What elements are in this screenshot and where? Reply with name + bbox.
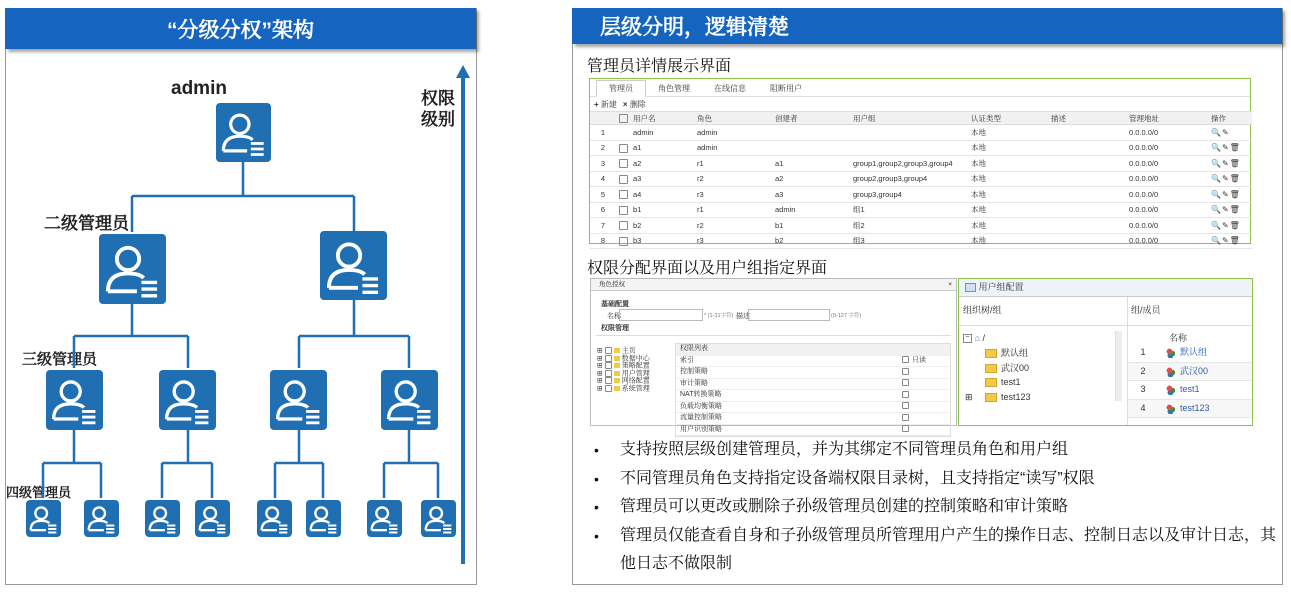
level2-admin-icon bbox=[99, 234, 166, 304]
level4-admin-icon bbox=[26, 500, 61, 537]
level4-admin-icon bbox=[367, 500, 402, 537]
cell-description bbox=[1048, 218, 1126, 234]
folder-icon bbox=[614, 356, 620, 361]
select-all-checkbox[interactable] bbox=[619, 114, 628, 123]
perm-name: 流量控制策略 bbox=[680, 414, 722, 421]
member-name-col: 名称 bbox=[1169, 333, 1188, 343]
cell-username: b3 bbox=[630, 233, 694, 249]
admin-table-header bbox=[590, 112, 1252, 125]
folder-icon bbox=[985, 378, 997, 387]
group-tree-header: 组织树/组 bbox=[963, 305, 1002, 315]
level3-admin-icon bbox=[46, 370, 103, 430]
user-group-titlebar bbox=[959, 279, 1252, 297]
tab-blocked-users[interactable]: 阻断用户 bbox=[770, 84, 802, 93]
details-title: 层级分明，逻辑清楚 bbox=[600, 16, 789, 39]
expand-icon[interactable]: ⊞ bbox=[965, 391, 973, 402]
role-auth-title: 角色授权 bbox=[599, 281, 625, 288]
perm-row[interactable] bbox=[676, 390, 950, 402]
row-number: 8 bbox=[590, 233, 616, 249]
col-actions: 操作 bbox=[1208, 112, 1252, 125]
cell-manage-address: 0.0.0.0/0 bbox=[1126, 140, 1208, 156]
expand-icon[interactable]: ⊞ bbox=[597, 347, 603, 355]
folder-icon bbox=[614, 378, 620, 383]
user-group-title: 用户组配置 bbox=[978, 282, 1024, 292]
col-auth-type: 认证类型 bbox=[968, 112, 1048, 125]
perm-name: NAT转换策略 bbox=[680, 391, 722, 398]
row-checkbox[interactable] bbox=[616, 156, 630, 172]
collapse-toggle[interactable]: − bbox=[963, 334, 972, 343]
readonly-checkbox[interactable] bbox=[902, 379, 909, 386]
member-index: 2 bbox=[1140, 365, 1146, 376]
cell-manage-address: 0.0.0.0/0 bbox=[1126, 171, 1208, 187]
cell-usergroup: 组2 bbox=[850, 218, 968, 234]
cell-usergroup: 组1 bbox=[850, 202, 968, 218]
level4-admin-icon bbox=[195, 500, 230, 537]
perm-tree bbox=[597, 347, 677, 392]
cell-description bbox=[1048, 156, 1126, 172]
cell-usergroup: group1,group2,group3,group4 bbox=[850, 156, 968, 172]
group-tree-item[interactable] bbox=[985, 361, 1123, 376]
admin-label: admin bbox=[171, 78, 227, 99]
desc-hint: (0-127 字符) bbox=[831, 313, 862, 319]
cell-role: r2 bbox=[694, 218, 772, 234]
table-row[interactable] bbox=[590, 202, 1252, 218]
member-name[interactable]: 武汉00 bbox=[1180, 365, 1209, 376]
admin-detail-ui bbox=[589, 78, 1251, 244]
cell-description bbox=[1048, 125, 1126, 141]
cell-username: admin bbox=[630, 125, 694, 141]
table-row[interactable] bbox=[590, 187, 1252, 203]
row-select-checkbox[interactable] bbox=[619, 144, 628, 153]
name-hint: * (1-31字符) bbox=[704, 313, 734, 319]
member-list bbox=[1128, 344, 1252, 418]
user-group-icon bbox=[1166, 404, 1176, 414]
admin-node-icon bbox=[216, 103, 271, 162]
perm-row[interactable] bbox=[676, 379, 950, 391]
feature-bullet: • 管理员仅能查看自身和子孙级管理员所管理用户产生的操作日志、控制日志以及审计日志，其他日志不做限制 bbox=[590, 522, 1280, 579]
member-name[interactable]: 默认组 bbox=[1180, 347, 1208, 357]
cell-username: a1 bbox=[630, 140, 694, 156]
expand-icon[interactable]: ⊞ bbox=[597, 384, 603, 392]
row-checkbox[interactable] bbox=[616, 187, 630, 203]
row-checkbox[interactable] bbox=[616, 125, 630, 141]
admin-tabs bbox=[590, 79, 1250, 97]
member-index: 4 bbox=[1140, 402, 1146, 413]
member-row[interactable] bbox=[1128, 381, 1252, 400]
cell-creator: a2 bbox=[772, 171, 850, 187]
user-group-icon bbox=[1166, 385, 1176, 395]
level2-admin-icon bbox=[320, 231, 387, 300]
home-icon: ⌂ bbox=[974, 333, 980, 343]
perm-tree-item[interactable] bbox=[597, 377, 677, 385]
cell-manage-address: 0.0.0.0/0 bbox=[1126, 187, 1208, 203]
tree-checkbox[interactable] bbox=[605, 355, 612, 362]
perm-name: 用户识别策略 bbox=[680, 425, 722, 433]
cell-actions[interactable]: 🔍✎🗑 bbox=[1208, 218, 1252, 234]
perm-tree-item[interactable] bbox=[597, 355, 677, 363]
expand-icon[interactable]: ⊞ bbox=[597, 377, 603, 385]
cell-usergroup: 组3 bbox=[850, 233, 968, 249]
perm-list-header: 权限列表 bbox=[680, 345, 708, 352]
level4-label: 四级管理员 bbox=[6, 485, 72, 500]
perm-tree-label: 数据中心 bbox=[621, 354, 650, 362]
row-select-checkbox[interactable] bbox=[619, 175, 628, 184]
table-row[interactable] bbox=[590, 171, 1252, 187]
readonly-checkbox[interactable] bbox=[902, 414, 909, 421]
cell-description bbox=[1048, 171, 1126, 187]
cell-auth-type: 本地 bbox=[968, 202, 1048, 218]
col-username: 用户名 bbox=[630, 112, 694, 125]
folder-icon bbox=[985, 393, 997, 402]
group-tree-item[interactable] bbox=[985, 375, 1123, 390]
level4-admin-icon bbox=[145, 500, 180, 537]
row-checkbox[interactable] bbox=[616, 202, 630, 218]
cell-manage-address: 0.0.0.0/0 bbox=[1126, 125, 1208, 141]
perm-tree-item[interactable] bbox=[597, 347, 677, 355]
row-number: 3 bbox=[590, 156, 616, 172]
perm-name: 负载均衡策略 bbox=[680, 402, 722, 410]
perm-row[interactable] bbox=[676, 413, 950, 425]
cell-creator bbox=[772, 125, 850, 141]
cell-usergroup bbox=[850, 125, 968, 141]
basic-config-label: 基础配置 bbox=[601, 301, 629, 308]
member-row[interactable] bbox=[1128, 400, 1252, 419]
group-tree-label: 武汉00 bbox=[1001, 362, 1030, 373]
perm-tree-item[interactable] bbox=[597, 362, 677, 370]
tree-scrollbar[interactable] bbox=[1115, 331, 1122, 401]
cell-creator: b1 bbox=[772, 218, 850, 234]
col-role: 角色 bbox=[694, 112, 772, 125]
tab-admin[interactable]: 管理员 bbox=[596, 80, 646, 97]
row-number: 5 bbox=[590, 187, 616, 203]
close-icon[interactable]: × bbox=[948, 281, 952, 288]
cell-creator: a3 bbox=[772, 187, 850, 203]
readonly-checkbox[interactable] bbox=[902, 356, 909, 363]
perm-row[interactable] bbox=[676, 425, 950, 437]
desc-input[interactable] bbox=[748, 309, 830, 321]
level4-admin-icon bbox=[421, 500, 456, 537]
cell-creator: b2 bbox=[772, 233, 850, 249]
folder-icon bbox=[614, 348, 620, 353]
cell-role: r1 bbox=[694, 156, 772, 172]
group-tree-label: test123 bbox=[1001, 391, 1031, 402]
perm-tree-label: 网络配置 bbox=[621, 377, 650, 385]
header-divider bbox=[959, 325, 1252, 326]
cell-auth-type: 本地 bbox=[968, 233, 1048, 249]
group-tree-item[interactable] bbox=[985, 346, 1123, 361]
row-select-checkbox[interactable] bbox=[619, 159, 628, 168]
tab-online-info[interactable]: 在线信息 bbox=[714, 84, 746, 93]
readonly-checkbox[interactable] bbox=[902, 368, 909, 375]
admin-table bbox=[590, 111, 1252, 249]
cell-actions[interactable]: 🔍✎🗑 bbox=[1208, 187, 1252, 203]
perm-row[interactable] bbox=[676, 367, 950, 379]
member-index: 3 bbox=[1140, 384, 1146, 394]
cell-auth-type: 本地 bbox=[968, 218, 1048, 234]
role-auth-titlebar bbox=[591, 279, 956, 291]
cell-username: b1 bbox=[630, 202, 694, 218]
row-select-checkbox[interactable] bbox=[619, 237, 628, 246]
cell-description bbox=[1048, 233, 1126, 249]
cell-role: admin bbox=[694, 125, 772, 141]
perm-row[interactable] bbox=[676, 402, 950, 414]
table-row[interactable] bbox=[590, 140, 1252, 156]
cell-description bbox=[1048, 202, 1126, 218]
arrow-label-line2: 级别 bbox=[421, 110, 455, 129]
level3-admin-icon bbox=[270, 370, 327, 430]
folder-icon bbox=[985, 364, 997, 373]
cell-role: r1 bbox=[694, 202, 772, 218]
perm-row[interactable] bbox=[676, 356, 950, 368]
tree-checkbox[interactable] bbox=[605, 377, 612, 384]
cell-creator bbox=[772, 140, 850, 156]
perm-tree-label: 主页 bbox=[621, 347, 636, 355]
cell-creator: a1 bbox=[772, 156, 850, 172]
user-group-ui bbox=[958, 278, 1253, 426]
perm-manage-label: 权限管理 bbox=[601, 325, 629, 332]
perm-name: 审计策略 bbox=[680, 379, 708, 387]
close-icon: × bbox=[622, 99, 628, 109]
cell-username: a4 bbox=[630, 187, 694, 203]
desc-label: 描述 bbox=[736, 313, 750, 320]
cell-role: admin bbox=[694, 140, 772, 156]
member-name[interactable]: test123 bbox=[1180, 402, 1210, 413]
cell-actions[interactable]: 🔍✎🗑 bbox=[1208, 140, 1252, 156]
perm-tree-item[interactable] bbox=[597, 370, 677, 378]
member-name[interactable]: test1 bbox=[1180, 384, 1200, 394]
col-creator: 创建者 bbox=[772, 112, 850, 125]
cell-usergroup: group3,group4 bbox=[850, 187, 968, 203]
cell-actions[interactable]: 🔍✎🗑 bbox=[1208, 156, 1252, 172]
col-usergroup: 用户组 bbox=[850, 112, 968, 125]
level3-label: 三级管理员 bbox=[22, 351, 98, 368]
add-button[interactable]: + 新建 bbox=[594, 99, 617, 109]
cell-auth-type: 本地 bbox=[968, 156, 1048, 172]
row-select-checkbox[interactable] bbox=[619, 206, 628, 215]
group-members-header: 组/成员 bbox=[1131, 305, 1161, 315]
row-number: 1 bbox=[590, 125, 616, 141]
table-row[interactable] bbox=[590, 125, 1252, 141]
col-manage-address: 管理地址 bbox=[1126, 112, 1208, 125]
table-row[interactable] bbox=[590, 156, 1252, 172]
row-number: 2 bbox=[590, 140, 616, 156]
folder-icon bbox=[614, 363, 620, 368]
row-checkbox[interactable] bbox=[616, 218, 630, 234]
tab-role-management[interactable]: 角色管理 bbox=[658, 84, 690, 93]
cell-manage-address: 0.0.0.0/0 bbox=[1126, 218, 1208, 234]
row-number: 7 bbox=[590, 218, 616, 234]
cell-auth-type: 本地 bbox=[968, 140, 1048, 156]
feature-bullets bbox=[590, 436, 1280, 579]
user-group-icon bbox=[1166, 348, 1176, 358]
cell-role: r3 bbox=[694, 233, 772, 249]
col-description: 描述 bbox=[1048, 112, 1126, 125]
folder-icon bbox=[965, 283, 976, 292]
expand-icon[interactable]: ⊞ bbox=[597, 354, 603, 362]
cell-manage-address: 0.0.0.0/0 bbox=[1126, 233, 1208, 249]
group-tree-item[interactable] bbox=[965, 390, 1123, 405]
tree-checkbox[interactable] bbox=[605, 385, 612, 392]
cell-manage-address: 0.0.0.0/0 bbox=[1126, 156, 1208, 172]
perm-divider bbox=[596, 335, 951, 336]
role-auth-ui bbox=[590, 278, 957, 433]
details-banner bbox=[572, 8, 1282, 44]
cell-username: a2 bbox=[630, 156, 694, 172]
perm-list-header-row bbox=[676, 344, 950, 356]
table-row[interactable] bbox=[590, 218, 1252, 234]
row-checkbox[interactable] bbox=[616, 140, 630, 156]
feature-bullet: • 支持按照层级创建管理员，并为其绑定不同管理员角色和用户组 bbox=[590, 436, 1280, 465]
tree-checkbox[interactable] bbox=[605, 370, 612, 377]
readonly-checkbox[interactable] bbox=[902, 391, 909, 398]
readonly-checkbox[interactable] bbox=[902, 402, 909, 409]
cell-auth-type: 本地 bbox=[968, 125, 1048, 141]
user-group-icon bbox=[1166, 367, 1176, 377]
level4-admin-icon bbox=[84, 500, 119, 537]
cell-actions[interactable]: 🔍✎🗑 bbox=[1208, 171, 1252, 187]
level2-label: 二级管理员 bbox=[44, 214, 129, 233]
perm-list bbox=[675, 343, 951, 437]
readonly-checkbox[interactable] bbox=[902, 425, 909, 432]
level4-admin-icon bbox=[257, 500, 292, 537]
cell-auth-type: 本地 bbox=[968, 187, 1048, 203]
row-select-checkbox[interactable] bbox=[619, 190, 628, 199]
level4-admin-icon bbox=[306, 500, 341, 537]
row-checkbox[interactable] bbox=[616, 171, 630, 187]
readonly-label: 只读 bbox=[912, 356, 926, 364]
tree-root[interactable]: / bbox=[982, 333, 985, 343]
group-tree-label: 默认组 bbox=[1001, 348, 1029, 358]
folder-icon bbox=[614, 371, 620, 376]
admin-section-title: 管理员详情展示界面 bbox=[587, 58, 732, 75]
feature-bullet: • 不同管理员角色支持指定设备端权限目录树，且支持指定“读写”权限 bbox=[590, 465, 1280, 494]
row-number: 4 bbox=[590, 171, 616, 187]
delete-button[interactable]: × 删除 bbox=[622, 99, 646, 109]
cell-usergroup bbox=[850, 140, 968, 156]
plus-icon: + bbox=[594, 99, 599, 109]
cell-description bbox=[1048, 140, 1126, 156]
expand-icon[interactable]: ⊞ bbox=[597, 362, 603, 370]
group-tree-label: test1 bbox=[1001, 377, 1021, 387]
tree-connectors bbox=[0, 0, 480, 594]
admin-toolbar bbox=[590, 97, 1250, 111]
cell-description bbox=[1048, 187, 1126, 203]
name-input[interactable] bbox=[619, 309, 703, 321]
group-tree bbox=[963, 331, 1123, 404]
perm-section-title: 权限分配界面以及用户组指定界面 bbox=[587, 260, 828, 277]
cell-auth-type: 本地 bbox=[968, 171, 1048, 187]
row-select-checkbox[interactable] bbox=[619, 221, 628, 230]
tree-checkbox[interactable] bbox=[605, 362, 612, 369]
hierarchy-title: “分级分权”架构 bbox=[167, 18, 314, 42]
cell-actions[interactable]: 🔍✎ bbox=[1208, 125, 1252, 141]
member-index: 1 bbox=[1140, 347, 1146, 357]
folder-icon bbox=[985, 349, 997, 358]
cell-actions[interactable]: 🔍✎🗑 bbox=[1208, 202, 1252, 218]
cell-manage-address: 0.0.0.0/0 bbox=[1126, 202, 1208, 218]
tree-checkbox[interactable] bbox=[605, 347, 612, 354]
cell-role: r2 bbox=[694, 171, 772, 187]
perm-name: 控制策略 bbox=[680, 368, 708, 375]
cell-creator: admin bbox=[772, 202, 850, 218]
folder-icon bbox=[614, 386, 620, 391]
cell-role: r3 bbox=[694, 187, 772, 203]
cell-username: b2 bbox=[630, 218, 694, 234]
perm-name: 索引 bbox=[680, 356, 694, 364]
feature-bullet: • 管理员可以更改或删除子孙级管理员创建的控制策略和审计策略 bbox=[590, 493, 1280, 522]
name-label: 名称 bbox=[607, 313, 621, 320]
level3-admin-icon bbox=[159, 370, 216, 430]
perm-tree-item[interactable] bbox=[597, 385, 677, 393]
row-number: 6 bbox=[590, 202, 616, 218]
arrow-label-line1: 权限 bbox=[421, 89, 455, 108]
cell-username: a3 bbox=[630, 171, 694, 187]
cell-actions[interactable]: 🔍✎🗑 bbox=[1208, 233, 1252, 249]
row-checkbox[interactable] bbox=[616, 233, 630, 249]
level3-admin-icon bbox=[381, 370, 438, 430]
cell-usergroup: group2,group3,group4 bbox=[850, 171, 968, 187]
perm-tree-label: 策略配置 bbox=[621, 362, 650, 370]
table-row[interactable] bbox=[590, 233, 1252, 249]
member-row[interactable] bbox=[1128, 363, 1252, 382]
member-row[interactable] bbox=[1128, 344, 1252, 363]
expand-icon[interactable]: ⊞ bbox=[597, 369, 603, 377]
perm-tree-label: 系统管理 bbox=[621, 384, 650, 392]
perm-tree-label: 用户管理 bbox=[621, 369, 650, 377]
